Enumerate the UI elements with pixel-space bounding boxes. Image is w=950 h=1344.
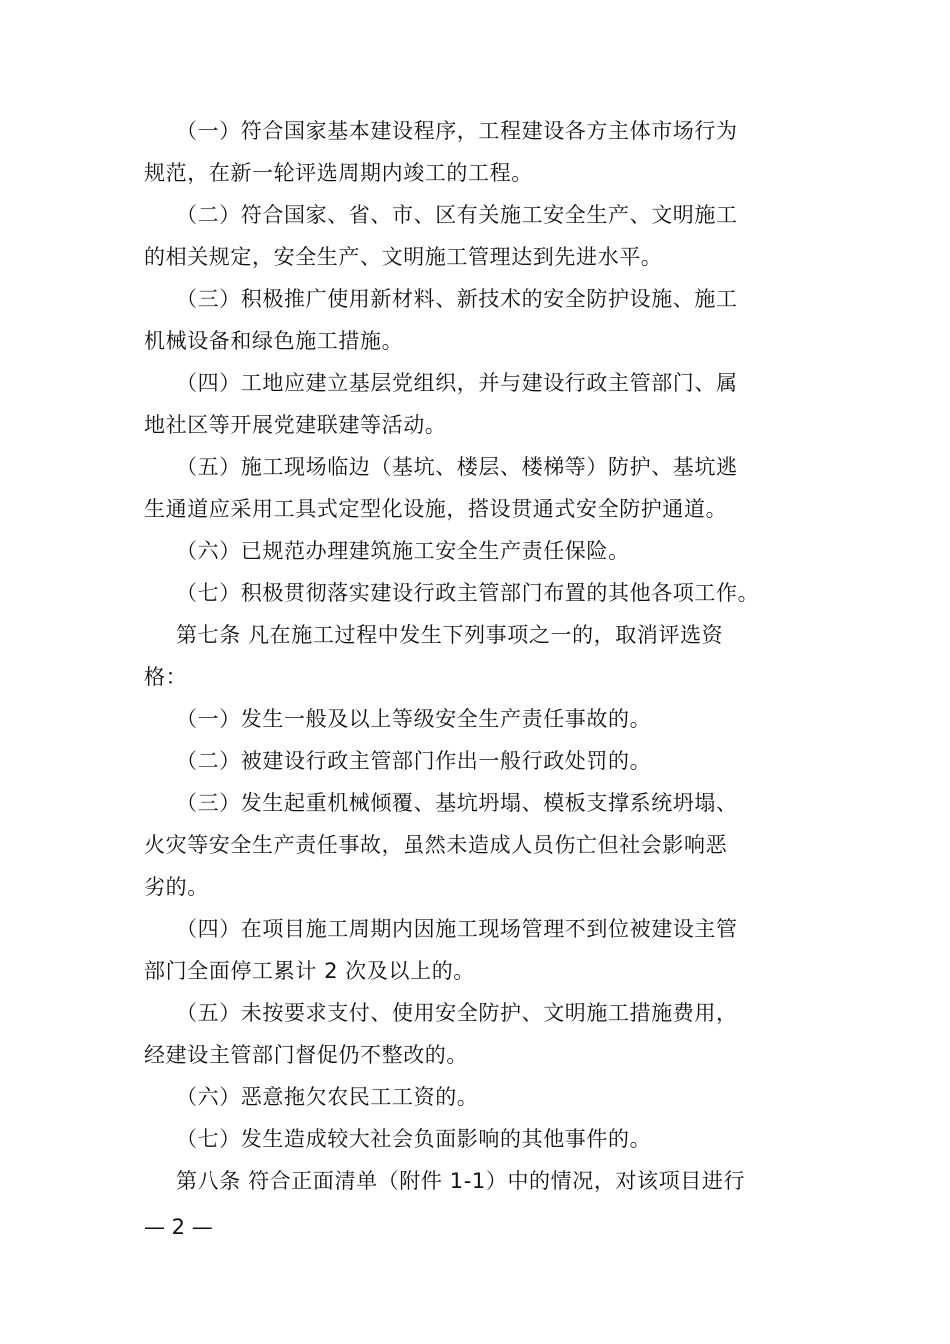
text-line: 生通道应采用工具式定型化设施，搭设贯通式安全防护通道。 [144, 497, 728, 521]
text-line: 地社区等开展党建联建等活动。 [144, 413, 447, 437]
text-line: （四）工地应建立基层党组织，并与建设行政主管部门、属 [176, 371, 738, 395]
text-line: （四）在项目施工周期内因施工现场管理不到位被建设主管 [176, 917, 738, 941]
text-line: （七）积极贯彻落实建设行政主管部门布置的其他各项工作。 [176, 581, 760, 605]
text-line: （一）符合国家基本建设程序，工程建设各方主体市场行为 [176, 119, 738, 143]
text-line: 经建设主管部门督促仍不整改的。 [144, 1043, 468, 1067]
text-line: （五）施工现场临边（基坑、楼层、楼梯等）防护、基坑逃 [176, 455, 738, 479]
text-line: 格： [144, 665, 188, 689]
text-line: 第八条 符合正面清单（附件 1-1）中的情况，对该项目进行 [176, 1169, 746, 1193]
text-line: 规范，在新一轮评选周期内竣工的工程。 [144, 161, 533, 185]
text-line: （三）发生起重机械倾覆、基坑坍塌、模板支撑系统坍塌、 [176, 791, 738, 815]
text-line: 机械设备和绿色施工措施。 [144, 329, 404, 353]
text-line: 劣的。 [144, 875, 209, 899]
text-line: 部门全面停工累计 2 次及以上的。 [144, 959, 475, 983]
text-line: （五）未按要求支付、使用安全防护、文明施工措施费用， [176, 1001, 738, 1025]
page-number: — 2 — [144, 1215, 213, 1239]
text-line: （二）符合国家、省、市、区有关施工安全生产、文明施工 [176, 203, 738, 227]
text-line: 火灾等安全生产责任事故，虽然未造成人员伤亡但社会影响恶 [144, 833, 728, 857]
text-line: （六）已规范办理建筑施工安全生产责任保险。 [176, 539, 630, 563]
text-line: （三）积极推广使用新材料、新技术的安全防护设施、施工 [176, 287, 738, 311]
text-line: （二）被建设行政主管部门作出一般行政处罚的。 [176, 749, 652, 773]
text-line: （一）发生一般及以上等级安全生产责任事故的。 [176, 707, 652, 731]
text-line: （六）恶意拖欠农民工工资的。 [176, 1085, 479, 1109]
text-line: （七）发生造成较大社会负面影响的其他事件的。 [176, 1127, 652, 1151]
text-line: 的相关规定，安全生产、文明施工管理达到先进水平。 [144, 245, 663, 269]
text-line: 第七条 凡在施工过程中发生下列事项之一的，取消评选资 [176, 623, 724, 647]
